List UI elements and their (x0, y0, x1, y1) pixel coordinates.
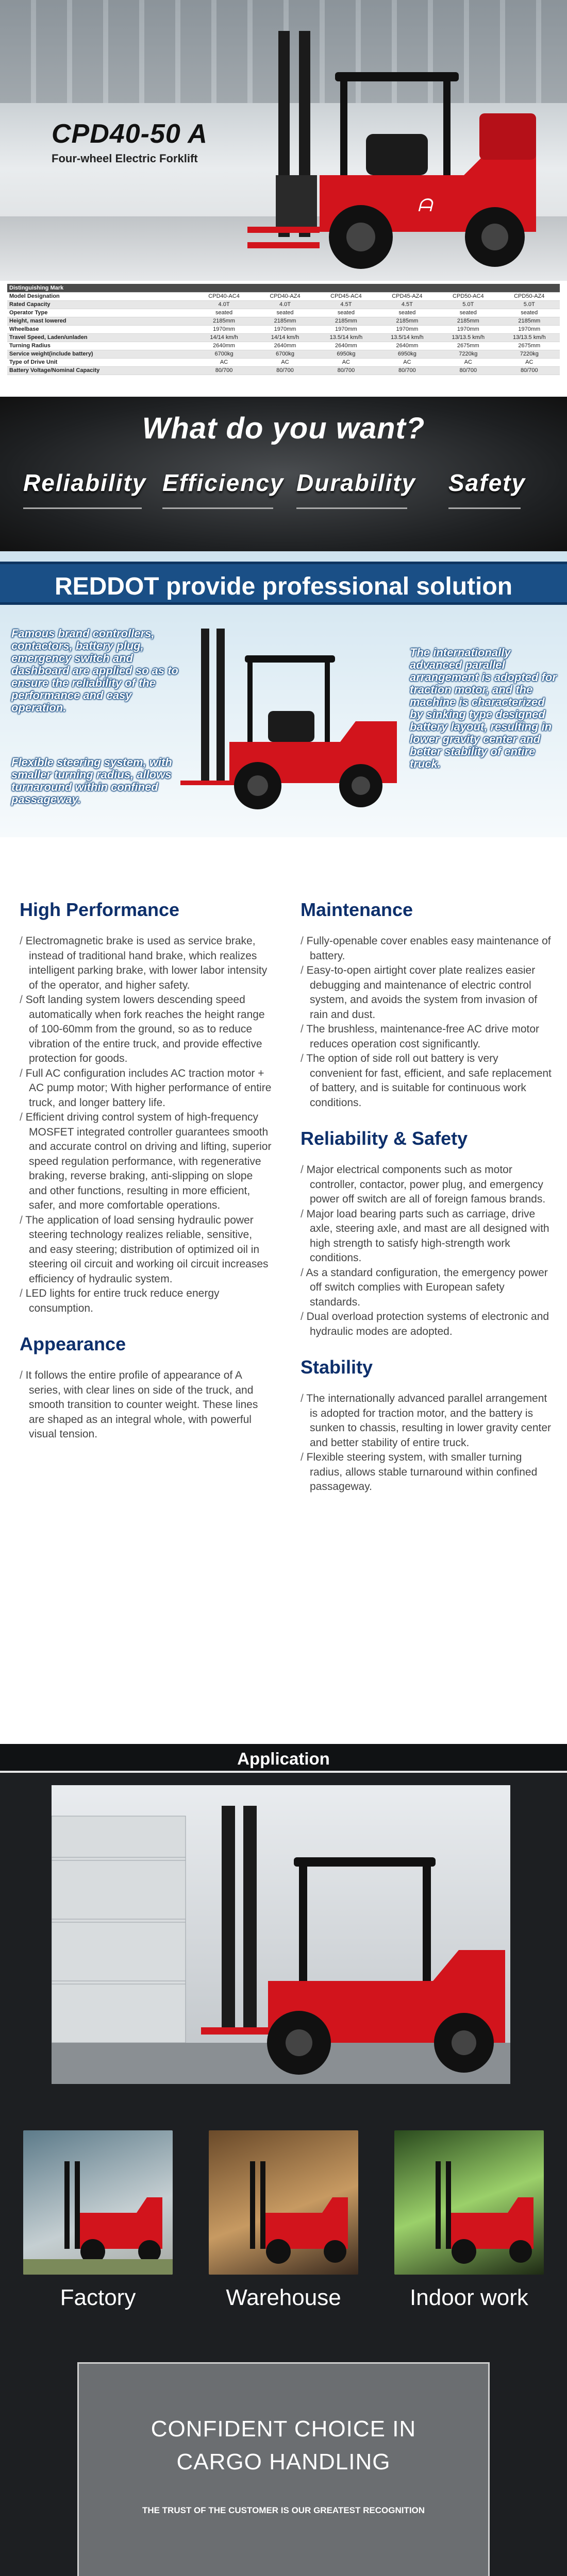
thumb-factory (23, 2130, 173, 2275)
spec-row (7, 292, 560, 300)
spec-value-cell: 13.5/14 km/h (377, 333, 438, 342)
spec-value-cell: 1970mm (315, 325, 376, 333)
spec-value-cell: 7220kg (499, 350, 560, 358)
application-title: Application (237, 1749, 330, 1768)
spec-value-cell: 80/700 (255, 366, 315, 375)
spec-value-cell: CPD45-AZ4 (377, 292, 438, 300)
callout-parallel-arrangement: The internationally advanced parallel arrangement is adopted for traction motor, and the machine is characterized by sinking type designed battery layout, resulting in lower gravity center and better stability of entire truck. (410, 646, 557, 770)
product-subtitle: Four-wheel Electric Forklift (52, 152, 198, 165)
spec-row (7, 366, 560, 375)
spec-value-cell: 2640mm (193, 342, 254, 350)
spec-value-cell: AC (377, 358, 438, 366)
heading-maintenance: Maintenance (301, 899, 413, 920)
list-maintenance (301, 934, 553, 1110)
column-left (20, 899, 272, 1460)
feature-bullet: / LED lights for entire truck reduce energy consumption. (20, 1286, 272, 1316)
spec-value-cell: seated (438, 309, 498, 317)
confident-heading (79, 2413, 488, 2479)
spec-label-cell: Service weight(include battery) (7, 350, 193, 358)
spec-header-cell (499, 284, 560, 292)
spec-label-cell: Rated Capacity (7, 300, 193, 309)
heading-stability: Stability (301, 1357, 373, 1378)
callout-controllers: Famous brand controllers, contactors, battery plug, emergency switch and dashboard are applied so as to ensure the reliability of the performance and easy operation. (11, 627, 178, 714)
spec-value-cell: AC (438, 358, 498, 366)
spec-value-cell: CPD40-AZ4 (255, 292, 315, 300)
spec-value-cell: 2675mm (499, 342, 560, 350)
spec-value-cell: 4.5T (315, 300, 376, 309)
spec-header-cell (377, 284, 438, 292)
forklift-indoor-image (394, 2130, 544, 2275)
keyword-safety: Safety (448, 469, 526, 496)
caption-factory: Factory (60, 2285, 136, 2310)
spec-value-cell: 13.5/14 km/h (315, 333, 376, 342)
spec-table (7, 284, 560, 375)
spec-row (7, 358, 560, 366)
feature-bullet: / Flexible steering system, with smaller turning radius, allows stable turnaround within confined passageway. (301, 1450, 553, 1495)
spec-value-cell: 80/700 (438, 366, 498, 375)
spec-value-cell: 80/700 (193, 366, 254, 375)
spec-value-cell: 5.0T (499, 300, 560, 309)
spec-value-cell: 5.0T (438, 300, 498, 309)
spec-value-cell: 80/700 (315, 366, 376, 375)
feature-bullet: / As a standard configuration, the emergency power off switch complies with European safety standards. (301, 1266, 553, 1310)
callout-steering: Flexible steering system, with smaller turning radius, allows turnaround within confined passageway. (11, 756, 172, 806)
confident-line-1: CONFIDENT CHOICE IN (151, 2416, 416, 2442)
spec-value-cell: 2675mm (438, 342, 498, 350)
spec-row (7, 350, 560, 358)
spec-table-section (0, 281, 567, 397)
spec-value-cell: seated (193, 309, 254, 317)
spec-value-cell: AC (255, 358, 315, 366)
caption-warehouse: Warehouse (226, 2285, 341, 2310)
spec-value-cell: 7220kg (438, 350, 498, 358)
forklift-hero-image (247, 21, 557, 278)
reddot-solution-section (0, 551, 567, 837)
spec-value-cell: 6950kg (377, 350, 438, 358)
caption-indoor-work: Indoor work (410, 2285, 528, 2310)
spec-value-cell: 13/13.5 km/h (438, 333, 498, 342)
spec-value-cell: 4.5T (377, 300, 438, 309)
spec-label-cell: Travel Speed, Laden/unladen (7, 333, 193, 342)
keyword-underline (162, 507, 273, 509)
feature-bullet: / The application of load sensing hydraulic power steering technology realizes reliable, sensitive, and easy steering; distribution of optimized oil in steering oil circuit and working oil circuit increases efficiency of hydraulic system. (20, 1213, 272, 1287)
spec-label-cell: Model Designation (7, 292, 193, 300)
feature-bullet: / The option of side roll out battery is very convenient for fast, efficient, and safe replacement of battery, and is suitable for continuous work conditions. (301, 1052, 553, 1110)
feature-bullet: / Electromagnetic brake is used as service brake, instead of traditional hand brake, which realizes intelligent parking brake, with lower labor intensity of the operator, and higher safety. (20, 934, 272, 993)
spec-row (7, 317, 560, 325)
spec-header-cell (193, 284, 254, 292)
feature-bullet: / Fully-openable cover enables easy maintenance of battery. (301, 934, 553, 963)
spec-value-cell: AC (193, 358, 254, 366)
keyword-underline (296, 507, 407, 509)
spec-value-cell: 1970mm (438, 325, 498, 333)
product-title: CPD40-50 A (52, 119, 208, 149)
application-title-bar (0, 1744, 567, 1773)
list-stability (301, 1392, 553, 1495)
feature-bullet: / It follows the entire profile of appearance of A series, with clear lines on side of the truck, and smooth transition to counter weight. These lines are shaped as an integral whole, with powerful visual tension. (20, 1368, 272, 1442)
spec-label-cell: Type of Drive Unit (7, 358, 193, 366)
spec-value-cell: 1970mm (377, 325, 438, 333)
svg-text:ᗩ: ᗩ (418, 196, 432, 215)
confident-line-2: CARGO HANDLING (176, 2449, 391, 2475)
spec-label-cell: Height, mast lowered (7, 317, 193, 325)
spec-value-cell: seated (499, 309, 560, 317)
feature-bullet: / Efficient driving control system of high-frequency MOSFET integrated controller guarantees smooth and accurate control on driving and lifting, superior speed regulation performance, with regenerative braking, reverse braking, anti-slipping on slope and other functions, resulting in more efficient, safer, and more comfortable operations. (20, 1110, 272, 1213)
spec-label-cell: Turning Radius (7, 342, 193, 350)
spec-row (7, 333, 560, 342)
spec-value-cell: 1970mm (255, 325, 315, 333)
application-main-image (52, 1785, 510, 2084)
spec-row (7, 342, 560, 350)
keyword-underline (23, 507, 142, 509)
spec-value-cell: seated (377, 309, 438, 317)
spec-header-cell (438, 284, 498, 292)
feature-bullet: / The brushless, maintenance-free AC drive motor reduces operation cost significantly. (301, 1022, 553, 1052)
spec-label-cell: Operator Type (7, 309, 193, 317)
feature-bullet: / Major electrical components such as motor controller, contactor, power plug, and emergency power off switch are all of foreign famous brands. (301, 1163, 553, 1207)
spec-row (7, 309, 560, 317)
spec-value-cell: 2185mm (499, 317, 560, 325)
spec-header-row (7, 284, 560, 292)
feature-bullet: / The internationally advanced parallel arrangement is adopted for traction motor, and the battery is sunken to chassis, resulting in lower gravity center and better stability of entire truck. (301, 1392, 553, 1450)
spec-value-cell: CPD50-AZ4 (499, 292, 560, 300)
spec-value-cell: CPD45-AC4 (315, 292, 376, 300)
spec-value-cell: 14/14 km/h (255, 333, 315, 342)
spec-value-cell: 2640mm (315, 342, 376, 350)
column-right (301, 899, 553, 1512)
spec-label-cell: Battery Voltage/Nominal Capacity (7, 366, 193, 375)
spec-header-cell: Distinguishing Mark (7, 284, 193, 292)
keyword-underline (448, 507, 521, 509)
features-section (0, 837, 567, 1744)
feature-bullet: / Full AC configuration includes AC traction motor + AC pump motor; With higher performance of entire truck, and longer battery life. (20, 1066, 272, 1111)
spec-header-cell (255, 284, 315, 292)
feature-bullet: / Soft landing system lowers descending speed automatically when fork reaches the height range of 100-60mm from the ground, so as to reduce vibration of the entire truck, and provide effective protection for goods. (20, 993, 272, 1066)
reddot-title-bar (0, 562, 567, 605)
list-high-performance (20, 934, 272, 1316)
spec-value-cell: 6700kg (193, 350, 254, 358)
want-title: What do you want? (142, 412, 425, 445)
spec-value-cell: 80/700 (499, 366, 560, 375)
keyword-reliability: Reliability (23, 469, 147, 496)
spec-value-cell: 4.0T (255, 300, 315, 309)
forklift-factory-image (23, 2130, 173, 2275)
spec-value-cell: AC (499, 358, 560, 366)
spec-value-cell: CPD40-AC4 (193, 292, 254, 300)
spec-row (7, 325, 560, 333)
list-reliability-safety (301, 1163, 553, 1339)
spec-value-cell: 2185mm (438, 317, 498, 325)
heading-appearance: Appearance (20, 1333, 126, 1354)
spec-value-cell: 2640mm (255, 342, 315, 350)
spec-value-cell: 2185mm (193, 317, 254, 325)
spec-header-cell (315, 284, 376, 292)
keyword-durability: Durability (296, 469, 416, 496)
spec-value-cell: 2185mm (255, 317, 315, 325)
trust-tagline: THE TRUST OF THE CUSTOMER IS OUR GREATEST RECOGNITION (142, 2505, 425, 2515)
spec-value-cell: 4.0T (193, 300, 254, 309)
heading-high-performance: High Performance (20, 899, 180, 920)
spec-value-cell: AC (315, 358, 376, 366)
spec-value-cell: 14/14 km/h (193, 333, 254, 342)
confident-choice-box (77, 2362, 490, 2576)
forklift-warehouse-image (209, 2130, 358, 2275)
heading-reliability-safety: Reliability & Safety (301, 1128, 468, 1149)
spec-value-cell: 13/13.5 km/h (499, 333, 560, 342)
spec-value-cell: 80/700 (377, 366, 438, 375)
spec-value-cell: 2640mm (377, 342, 438, 350)
spec-value-cell: 1970mm (193, 325, 254, 333)
thumb-indoor-work (394, 2130, 544, 2275)
application-section (0, 1744, 567, 2576)
spec-value-cell: 1970mm (499, 325, 560, 333)
feature-bullet: / Major load bearing parts such as carriage, drive axle, steering axle, and mast are all designed with high strength to satisfy high-strength work conditions. (301, 1207, 553, 1266)
reddot-title: REDDOT provide professional solution (54, 573, 513, 600)
feature-bullet: / Dual overload protection systems of electronic and hydraulic modes are adopted. (301, 1310, 553, 1339)
feature-bullet: / Easy-to-open airtight cover plate realizes easier debugging and maintenance of electric control system, and avoids the system from invasion of rain and dust. (301, 963, 553, 1022)
spec-value-cell: seated (315, 309, 376, 317)
spec-value-cell: 2185mm (377, 317, 438, 325)
keyword-efficiency: Efficiency (162, 469, 285, 496)
thumb-warehouse (209, 2130, 358, 2275)
spec-value-cell: 6700kg (255, 350, 315, 358)
what-do-you-want-section (0, 397, 567, 551)
list-appearance (20, 1368, 272, 1442)
spec-value-cell: 6950kg (315, 350, 376, 358)
spec-value-cell: CPD50-AC4 (438, 292, 498, 300)
spec-value-cell: seated (255, 309, 315, 317)
spec-value-cell: 2185mm (315, 317, 376, 325)
spec-label-cell: Wheelbase (7, 325, 193, 333)
spec-row (7, 300, 560, 309)
forklift-side-image (180, 629, 407, 824)
hero-banner (0, 0, 567, 281)
